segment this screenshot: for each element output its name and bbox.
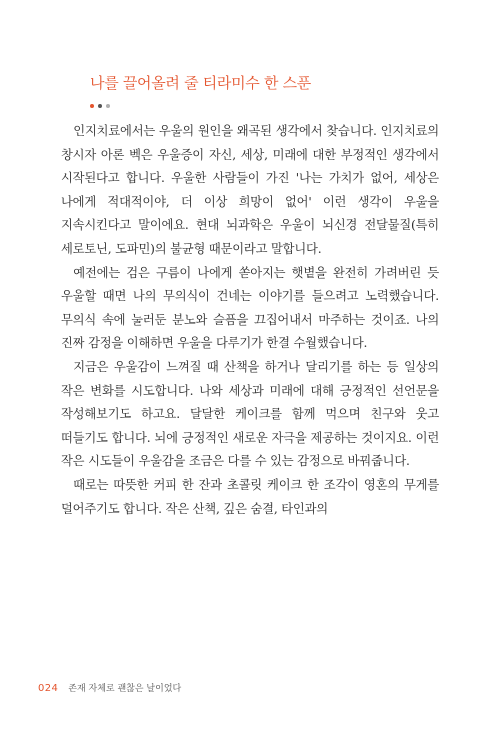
running-title: 존재 자체로 괜찮은 날이었다 <box>68 684 182 694</box>
page-number: 024 <box>38 683 59 694</box>
page-footer <box>38 681 181 694</box>
ornament-dot-3 <box>106 104 110 108</box>
ornament-dot-1 <box>90 104 94 108</box>
paragraph-3: 지금은 우울감이 느껴질 때 산책을 하거나 달리기를 하는 등 일상의 작은 변화를 시도합니다. 나와 세상과 미래에 대해 긍정적인 선언문을 작성해보기도 하고요. 달달한 케이크를 함께 먹으며 친구와 웃고 떠들기도 합니다. 뇌에 긍정적인 새로운 자극을 제공하는 것이지요. 이런 작은 시도들이 우울감을 조금은 다를 수 있는 감정으로 바꿔줍니다. <box>61 359 439 469</box>
paragraph-1: 인지치료에서는 우울의 원인을 왜곡된 생각에서 찾습니다. 인지치료의 창시자 아론 벡은 우울증이 자신, 세상, 미래에 대한 부정적인 생각에서 시작된다고 합니다. 우울한 사람들이 가진 '나는 가치가 없어, 세상은 나에게 적대적이야, 더 이상 희망이 없어' 이런 생각이 우울을 지속시킨다고 말이에요. 현대 뇌과학은 우울이 뇌신경 전달물질(특히 세로토닌, 도파민)의 불균형 때문이라고 말합니다. <box>61 124 439 256</box>
ornament-dot-2 <box>98 104 102 108</box>
paragraph-2: 예전에는 검은 구름이 나에게 쏟아지는 햇볕을 완전히 가려버린 듯 우울할 때면 나의 무의식이 건네는 이야기를 들으려고 노력했습니다. 무의식 속에 눌러둔 분노와 슬픔을 끄집어내서 마주하는 것이죠. 나의 진짜 감정을 이해하면 우울을 다루기가 한결 수월했습니다. <box>61 265 439 351</box>
paragraph-4: 때로는 따뜻한 커피 한 잔과 초콜릿 케이크 한 조각이 영혼의 무게를 덜어주기도 합니다. 작은 산책, 깊은 숨결, 타인과의 <box>61 477 439 516</box>
heading-ornament-dots <box>90 104 110 108</box>
section-heading: 나를 끌어올려 줄 티라미수 한 스푼 <box>90 74 312 92</box>
body-text <box>61 120 439 521</box>
